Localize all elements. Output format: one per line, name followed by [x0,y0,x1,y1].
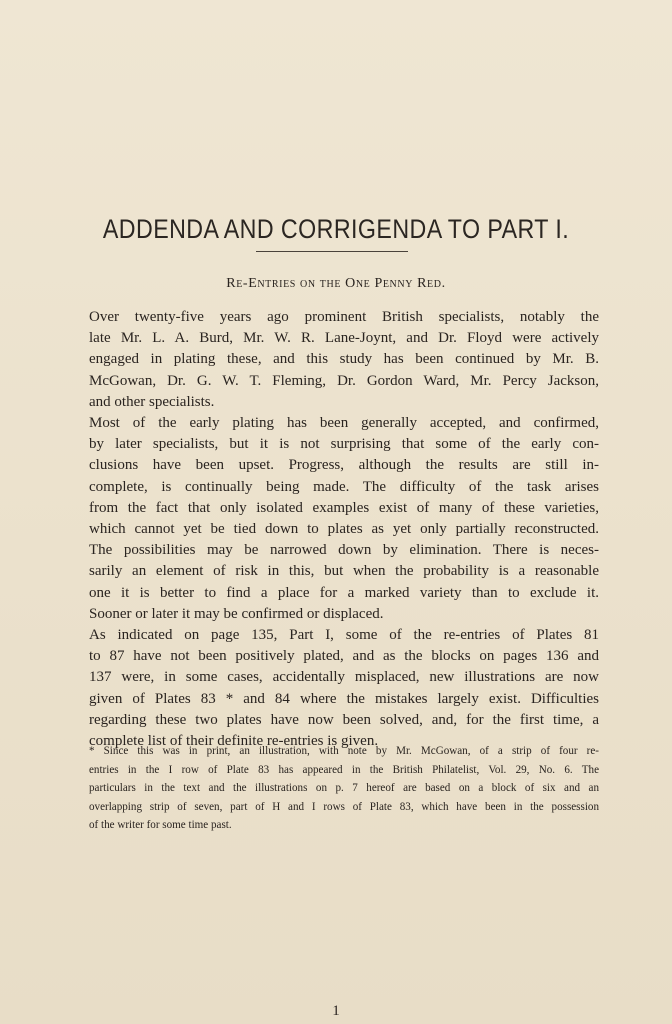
text-line: 137 were, in some cases, accidentally misplaced, new illustrations are now [89,669,599,686]
page-number: 1 [332,1003,340,1019]
body-text [89,307,599,752]
text-line: from the fact that only isolated examples exist of many of these varieties, [89,499,599,516]
text-line: Over twenty-five years ago prominent British specialists, notably the [89,309,599,325]
title-divider [256,251,408,252]
section-heading: Re-Entries on the One Penny Red. [226,276,446,291]
text-line: which cannot yet be tied down to plates as yet only partially reconstructed. [89,521,599,538]
footnote-line: of the writer for some time past. [89,819,232,831]
text-line: McGowan, Dr. G. W. T. Fleming, Dr. Gordon Ward, Mr. Percy Jackson, [89,372,599,389]
text-line: given of Plates 83 * and 84 where the mistakes largely exist. Difficulties [89,690,599,707]
text-line: Sooner or later it may be confirmed or displaced. [89,605,384,622]
text-line: sarily an element of risk in this, but when the probability is a reasonable [89,563,599,580]
paragraph-2 [89,413,599,625]
text-line: engaged in plating these, and this study has been continued by Mr. B. [89,351,599,368]
text-line: to 87 have not been positively plated, and as the blocks on pages 136 and [89,648,599,665]
text-line: clusions have been upset. Progress, although the results are still in- [89,457,599,474]
text-line: As indicated on page 135, Part I, some of the re-entries of Plates 81 [89,627,599,644]
paragraph-1 [89,307,599,413]
text-line: Most of the early plating has been generally accepted, and confirmed, [89,415,599,432]
footnote-line: * Since this was in print, an illustration, with note by Mr. McGowan, of a strip of four re- [89,745,599,757]
text-line: complete list of their definite re-entries is given. [89,733,379,750]
text-line: and other specialists. [89,393,215,410]
text-line: by later specialists, but it is not surprising that some of the early con- [89,436,599,453]
footnote-line: overlapping strip of seven, part of H and I rows of Plate 83, which have been in the possession [89,800,599,813]
paragraph-3 [89,625,599,752]
text-line: one it is better to find a place for a marked variety than to exclude it. [89,584,599,601]
footnote [89,742,599,835]
footnote-line: entries in the I row of Plate 83 has appeared in the British Philatelist, Vol. 29, No. 6. The [89,763,599,776]
text-line: complete, is continually being made. The difficulty of the task arises [89,478,599,495]
text-line: regarding these two plates have now been solved, and, for the first time, a [89,711,599,728]
page-title: ADDENDA AND CORRIGENDA TO PART I. [102,214,570,245]
text-line: The possibilities may be narrowed down by elimination. There is neces- [89,542,599,559]
text-line: late Mr. L. A. Burd, Mr. W. R. Lane-Joynt, and Dr. Floyd were actively [89,330,599,347]
footnote-line: particulars in the text and the illustrations on p. 7 hereof are based on a block of six and an [89,782,599,794]
